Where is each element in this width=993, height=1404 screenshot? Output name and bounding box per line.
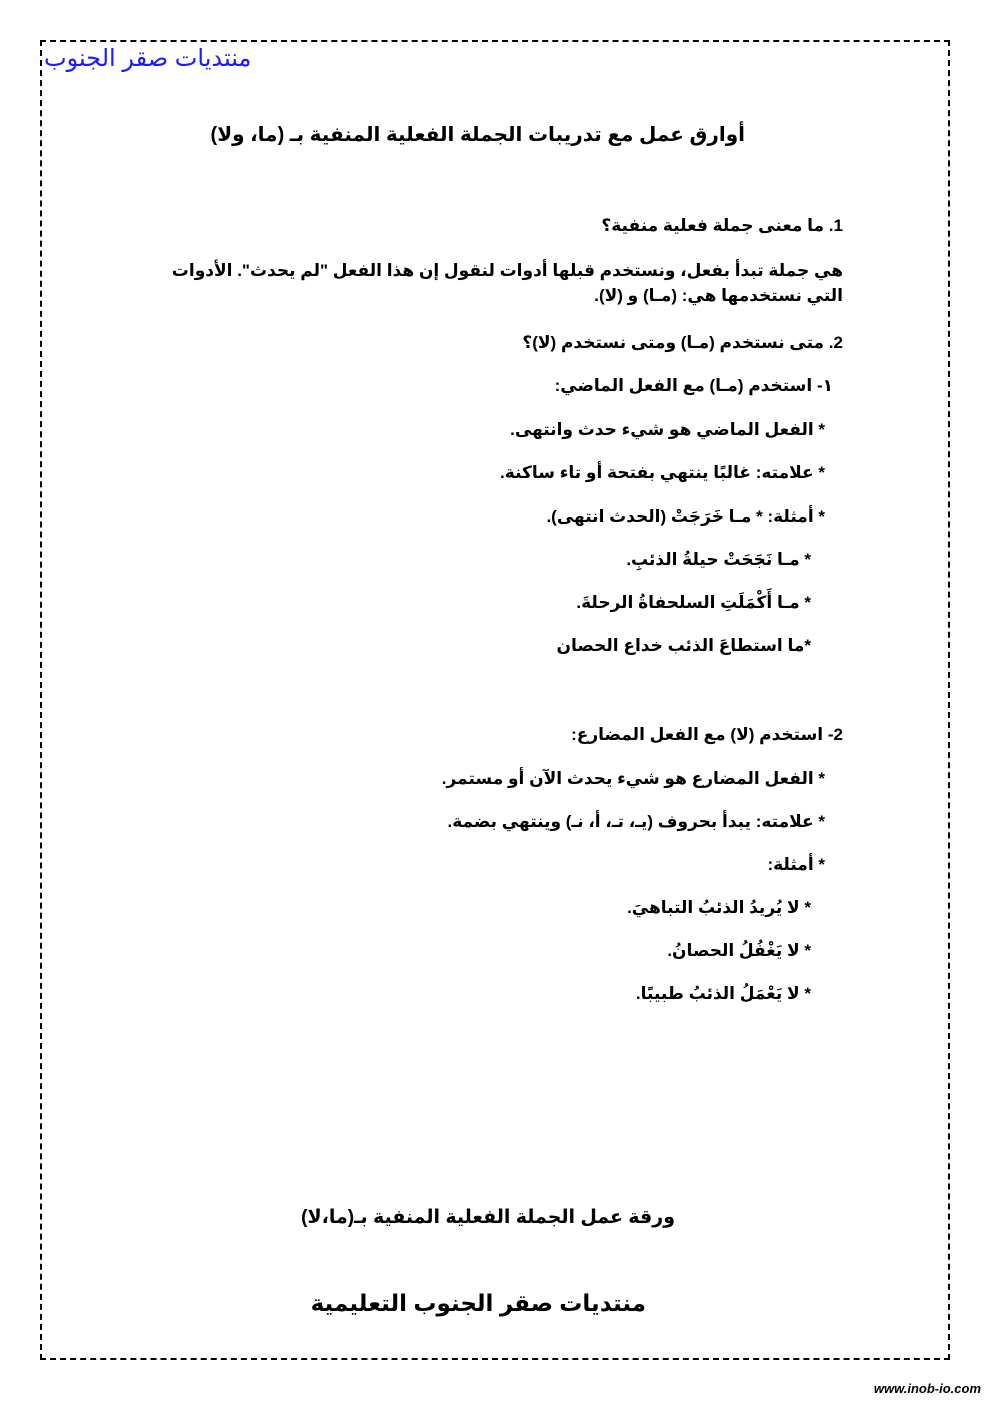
worksheet-footer-title: ورقة عمل الجملة الفعلية المنفية بـ(ما،لا): [301, 1207, 675, 1228]
answer-1-paragraph: هي جملة تبدأ بفعل، ونستخدم قبلها أدوات لنقول إن هذا الفعل "لم يحدث". الأدوات التي نستخدمها هي: (مـا) و (لا).: [171, 261, 843, 305]
part1-examples-label: * أمثلة: * مـا خَرَجَتْ (الحدث انتهى).: [546, 507, 825, 526]
part1-example-3: *ما استطاعَ الذئب خداع الحصان: [556, 636, 811, 655]
part2-example-3: * لا يَعْمَلُ الذئبُ طبيبًا.: [635, 984, 811, 1003]
question-2: 2. متى نستخدم (مـا) ومتى نستخدم (لا)؟: [522, 333, 843, 352]
part2-heading: 2- استخدم (لا) مع الفعل المضارع:: [571, 725, 843, 744]
question-1: 1. ما معنى جملة فعلية منفية؟: [601, 216, 843, 235]
part1-example-2: * مـا أَكْمَلَتِ السلحفاةُ الرحلةَ.: [576, 593, 811, 612]
brand-header: منتديات صقر الجنوب: [44, 45, 252, 72]
part1-sign: * علامته: غالبًا ينتهي بفتحة أو تاء ساكنة.: [500, 463, 825, 482]
part1-heading: ١- استخدم (مـا) مع الفعل الماضي:: [554, 376, 833, 395]
page-border: [40, 40, 950, 1360]
part2-example-1: * لا يُريدُ الذئبُ التباهيَ.: [627, 898, 811, 917]
part1-example-1: * مـا نَجَحَتْ حيلةُ الذئبِ.: [626, 550, 811, 569]
part2-example-2: * لا يَغْفُلُ الحصانُ.: [667, 941, 811, 960]
part1-definition: * الفعل الماضي هو شيء حدث وانتهى.: [510, 420, 825, 439]
part2-examples-label: * أمثلة:: [767, 855, 825, 874]
footer-brand: منتديات صقر الجنوب التعليمية: [310, 1290, 646, 1316]
part2-sign: * علامته: يبدأ بحروف (يـ، تـ، أ، نـ) وينتهي بضمة.: [447, 812, 825, 831]
part2-definition: * الفعل المضارع هو شيء يحدث الآن أو مستمر.: [441, 769, 825, 788]
page-title: أوارق عمل مع تدريبات الجملة الفعلية المنفية بـ (ما، ولا): [210, 124, 745, 146]
website-watermark: www.inob-io.com: [873, 1381, 981, 1396]
